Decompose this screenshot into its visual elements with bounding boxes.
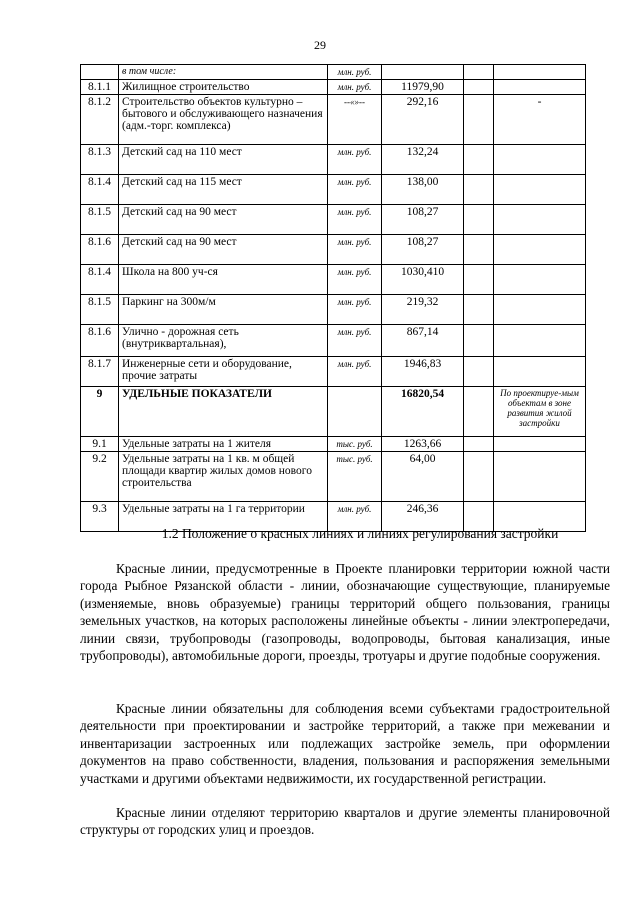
row-number-cell: 8.1.7 bbox=[81, 357, 119, 387]
row-value-cell: 292,16 bbox=[382, 95, 464, 145]
row-name-cell: Детский сад на 90 мест bbox=[119, 235, 328, 265]
row-unit-cell: млн. руб. bbox=[328, 325, 382, 357]
row-unit-cell: млн. руб. bbox=[328, 65, 382, 80]
row-note-cell bbox=[494, 357, 586, 387]
row-extra-cell bbox=[464, 437, 494, 452]
row-extra-cell bbox=[464, 357, 494, 387]
row-note-cell bbox=[494, 295, 586, 325]
table-row bbox=[81, 357, 586, 387]
row-note-cell: По проектируе-мым объектам в зоне развития жилой застройки bbox=[494, 387, 586, 437]
row-value-cell: 132,24 bbox=[382, 145, 464, 175]
row-unit-cell: млн. руб. bbox=[328, 235, 382, 265]
row-name-cell: УДЕЛЬНЫЕ ПОКАЗАТЕЛИ bbox=[119, 387, 328, 437]
row-unit-cell: млн. руб. bbox=[328, 295, 382, 325]
row-number-cell bbox=[81, 65, 119, 80]
row-number-cell: 8.1.4 bbox=[81, 175, 119, 205]
row-number-cell: 8.1.1 bbox=[81, 80, 119, 95]
row-name-cell: Детский сад на 90 мест bbox=[119, 205, 328, 235]
row-name-cell: Удельные затраты на 1 жителя bbox=[119, 437, 328, 452]
row-value-cell: 64,00 bbox=[382, 452, 464, 502]
row-number-cell: 8.1.4 bbox=[81, 265, 119, 295]
table-row bbox=[81, 145, 586, 175]
row-unit-cell: млн. руб. bbox=[328, 175, 382, 205]
row-name-cell: Строительство объектов культурно – бытового и обслуживающего назначения (адм.-торг. комплекса) bbox=[119, 95, 328, 145]
row-value-cell: 867,14 bbox=[382, 325, 464, 357]
row-name-cell: Паркинг на 300м/м bbox=[119, 295, 328, 325]
row-extra-cell bbox=[464, 265, 494, 295]
row-extra-cell bbox=[464, 145, 494, 175]
row-number-cell: 9 bbox=[81, 387, 119, 437]
row-unit-cell: млн. руб. bbox=[328, 205, 382, 235]
row-value-cell: 219,32 bbox=[382, 295, 464, 325]
table-row bbox=[81, 265, 586, 295]
row-note-cell bbox=[494, 325, 586, 357]
row-note-cell bbox=[494, 65, 586, 80]
row-unit-cell: --«»-- bbox=[328, 95, 382, 145]
paragraph-red-lines-definition: Красные линии, предусмотренные в Проекте планировки территории южной части города Рыбное Рязанской области - линии, обозначающие существующие, планируемые (изменяемые, вновь образуемые) границы территорий общего пользования, границы земельных участков, на которых расположены линейные объекты - линии электропередачи, линии связи, трубопроводы (газопроводы, водопроводы, бытовая канализация, иные трубопроводы), автомобильные дороги, проезды, тротуары и другие подобные сооружения. bbox=[80, 561, 610, 664]
row-value-cell: 11979,90 bbox=[382, 80, 464, 95]
row-name-cell: Удельные затраты на 1 га территории bbox=[119, 502, 328, 532]
paragraph-red-lines-obligatory: Красные линии обязательны для соблюдения всеми субъектами градостроительной деятельности при проектировании и застройке территорий, а также при межевании и инвентаризации застроенных или подлежащих застройке земель, при оформлении документов на право собственности, владения, пользования и распоряжения земельными участками и другими объектами недвижимости, их государственной регистрации. bbox=[80, 701, 610, 786]
row-note-cell bbox=[494, 452, 586, 502]
row-extra-cell bbox=[464, 205, 494, 235]
row-extra-cell bbox=[464, 452, 494, 502]
section-heading: 1.2 Положение о красных линиях и линиях регулирования застройки bbox=[161, 526, 559, 541]
row-unit-cell: тыс. руб. bbox=[328, 437, 382, 452]
row-value-cell: 1263,66 bbox=[382, 437, 464, 452]
row-number-cell: 8.1.5 bbox=[81, 295, 119, 325]
row-value-cell: 138,00 bbox=[382, 175, 464, 205]
row-extra-cell bbox=[464, 95, 494, 145]
table-row bbox=[81, 295, 586, 325]
row-name-cell: Детский сад на 110 мест bbox=[119, 145, 328, 175]
table-row bbox=[81, 95, 586, 145]
row-unit-cell: млн. руб. bbox=[328, 265, 382, 295]
row-extra-cell bbox=[464, 325, 494, 357]
table-row bbox=[81, 387, 586, 437]
row-name-cell: в том числе: bbox=[119, 65, 328, 80]
row-unit-cell: тыс. руб. bbox=[328, 452, 382, 502]
row-note-cell bbox=[494, 265, 586, 295]
row-value-cell: 246,36 bbox=[382, 502, 464, 532]
table-row bbox=[81, 235, 586, 265]
row-unit-cell: млн. руб. bbox=[328, 145, 382, 175]
paragraph-red-lines-separate: Красные линии отделяют территорию кварталов и другие элементы планировочной структуры от городских улиц и проездов. bbox=[80, 805, 610, 838]
row-unit-cell: млн. руб. bbox=[328, 80, 382, 95]
row-note-cell bbox=[494, 145, 586, 175]
row-name-cell: Удельные затраты на 1 кв. м общей площади квартир жилых домов нового строительства bbox=[119, 452, 328, 502]
row-value-cell: 1030,410 bbox=[382, 265, 464, 295]
row-name-cell: Улично - дорожная сеть (внутриквартальная), bbox=[119, 325, 328, 357]
table-row bbox=[81, 175, 586, 205]
row-name-cell: Школа на 800 уч-ся bbox=[119, 265, 328, 295]
row-number-cell: 8.1.3 bbox=[81, 145, 119, 175]
row-value-cell bbox=[382, 65, 464, 80]
row-value-cell: 108,27 bbox=[382, 235, 464, 265]
indicators-table bbox=[80, 64, 586, 532]
row-note-cell bbox=[494, 80, 586, 95]
row-name-cell: Детский сад на 115 мест bbox=[119, 175, 328, 205]
row-note-cell bbox=[494, 235, 586, 265]
row-number-cell: 9.3 bbox=[81, 502, 119, 532]
row-value-cell: 1946,83 bbox=[382, 357, 464, 387]
row-note-cell bbox=[494, 437, 586, 452]
row-extra-cell bbox=[464, 65, 494, 80]
table-row bbox=[81, 325, 586, 357]
row-unit-cell bbox=[328, 387, 382, 437]
row-note-cell: - bbox=[494, 95, 586, 145]
row-extra-cell bbox=[464, 175, 494, 205]
row-number-cell: 9.2 bbox=[81, 452, 119, 502]
row-number-cell: 9.1 bbox=[81, 437, 119, 452]
row-value-cell: 16820,54 bbox=[382, 387, 464, 437]
row-note-cell bbox=[494, 175, 586, 205]
table-row bbox=[81, 452, 586, 502]
row-note-cell bbox=[494, 205, 586, 235]
table-row bbox=[81, 437, 586, 452]
row-name-cell: Жилищное строительство bbox=[119, 80, 328, 95]
row-extra-cell bbox=[464, 387, 494, 437]
row-value-cell: 108,27 bbox=[382, 205, 464, 235]
row-number-cell: 8.1.2 bbox=[81, 95, 119, 145]
row-number-cell: 8.1.5 bbox=[81, 205, 119, 235]
row-extra-cell bbox=[464, 295, 494, 325]
row-name-cell: Инженерные сети и оборудование, прочие затраты bbox=[119, 357, 328, 387]
row-extra-cell bbox=[464, 80, 494, 95]
row-unit-cell: млн. руб. bbox=[328, 502, 382, 532]
row-unit-cell: млн. руб. bbox=[328, 357, 382, 387]
table-row bbox=[81, 80, 586, 95]
row-extra-cell bbox=[464, 235, 494, 265]
row-number-cell: 8.1.6 bbox=[81, 325, 119, 357]
row-number-cell: 8.1.6 bbox=[81, 235, 119, 265]
page-number: 29 bbox=[314, 38, 326, 52]
table-row bbox=[81, 65, 586, 80]
table-row bbox=[81, 205, 586, 235]
